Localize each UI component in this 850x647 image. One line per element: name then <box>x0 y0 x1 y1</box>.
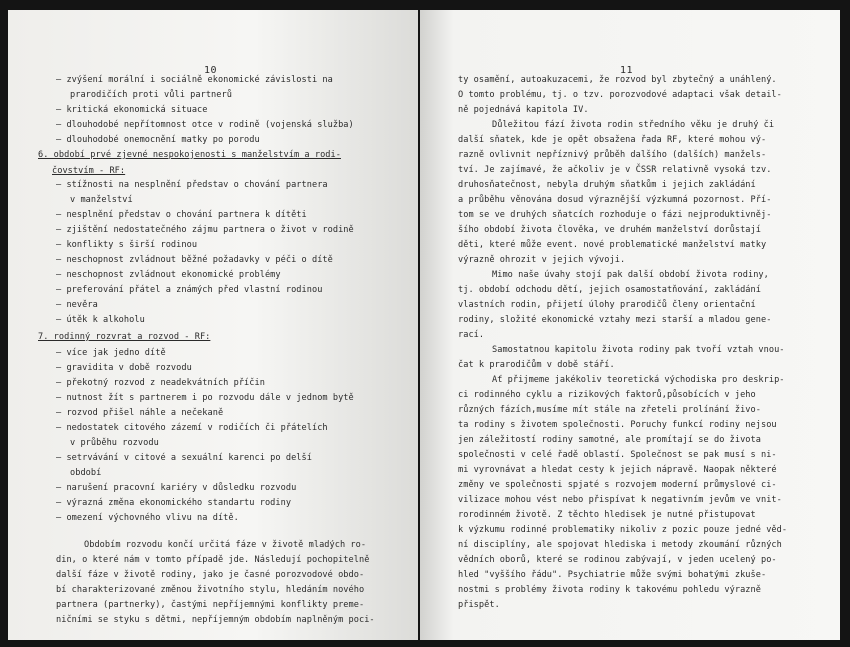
right-page <box>420 10 840 640</box>
text-line: rací. <box>458 330 485 340</box>
text-line: další fáze v životě rodiny, jako je časné porozvodové obdo- <box>56 570 365 580</box>
text-line: razně ovlivnit nepříznivý průběh dalšího (dalších) manžels- <box>458 150 767 160</box>
text-line: – omezení výchovného vlivu na dítě. <box>56 513 239 523</box>
text-line: partnera (partnerky), častými nepříjemnými konflikty preme- <box>56 600 365 610</box>
text-line: vilizace mohou vést nebo přispívat k negativním jevům ve vnit- <box>458 495 782 505</box>
text-line: změny ve společnosti spjaté s rozvojem moderní průmyslové ci- <box>458 480 777 490</box>
text-line: 6. období prvé zjevné nespokojenosti s manželstvím a rodi- <box>38 150 341 160</box>
text-line: ty osamění, autoakuzacemi, že rozvod byl zbytečný a unáhlený. <box>458 75 777 85</box>
text-line: – dlouhodobé onemocnění matky po porodu <box>56 135 260 145</box>
text-line: bí charakterizované změnou životního stylu, hledáním nového <box>56 585 365 595</box>
text-line: hled "vyššího řádu". Psychiatrie může svými bohatými zkuše- <box>458 570 767 580</box>
text-line: Důležitou fází života rodin středního věku je druhý či <box>492 120 775 130</box>
text-line: – narušení pracovní kariéry v důsledku rozvodu <box>56 483 297 493</box>
text-line: ta rodiny s životem společnosti. Poruchy funkcí rodiny nejsou <box>458 420 777 430</box>
text-line: – neschopnost zvládnout ekonomické problémy <box>56 270 281 280</box>
left-page <box>8 10 418 640</box>
text-line: prarodičích proti vůli partnerů <box>70 90 232 100</box>
text-line: Ať přijmeme jakékoliv teoretická východiska pro deskrip- <box>492 375 785 385</box>
text-line: – nutnost žít s partnerem i po rozvodu dále v jednom bytě <box>56 393 354 403</box>
text-line: čat k prarodičům v době stáří. <box>458 360 615 370</box>
text-line: výrazně ohrozit v jejich vývoji. <box>458 255 626 265</box>
text-line: čovstvím - RF: <box>52 166 126 176</box>
text-line: v průběhu rozvodu <box>70 438 159 448</box>
text-line: – stížnosti na nesplnění představ o chování partnera <box>56 180 328 190</box>
text-line: ničními se styku s dětmi, nepříjemným obdobím naplněným poci- <box>56 615 375 625</box>
text-line: – překotný rozvod z neadekvátních příčin <box>56 378 265 388</box>
text-line: tj. období odchodu dětí, jejich osamostatňování, zakládání <box>458 285 761 295</box>
text-line: v manželství <box>70 195 133 205</box>
text-line: – dlouhodobé nepřítomnost otce v rodině (vojenská služba) <box>56 120 354 130</box>
text-line: rorodinném životě. Z těchto hledisek je nutné přistupovat <box>458 510 756 520</box>
text-line: a průběhu věnována dosud výraznější výzkumná pozornost. Pří- <box>458 195 772 205</box>
text-line: – nedostatek citového zázemí v rodičích či přátelích <box>56 423 328 433</box>
text-line: ci rodinného cyklu a rizikových faktorů,působících v jeho <box>458 390 756 400</box>
text-line: vědních oborů, které se rodinou zabývají, v jeden ucelený po- <box>458 555 777 565</box>
text-line: další sňatek, kde je opět obsažena řada RF, které mohou vý- <box>458 135 767 145</box>
text-line: 7. rodinný rozvrat a rozvod - RF: <box>38 332 211 342</box>
text-line: ní disciplíny, ale spojovat hlediska i metody zkoumání různých <box>458 540 782 550</box>
text-line: druhosňatečnost, nebyla druhým sňatkům i jejich zakládání <box>458 180 756 190</box>
text-line: Mimo naše úvahy stojí pak další období života rodiny, <box>492 270 769 280</box>
text-line: rodiny, složité ekonomické vztahy mezi starší a mladou gene- <box>458 315 772 325</box>
text-line: tom se ve druhých sňatcích rozhoduje o fázi nejproduktivněj- <box>458 210 772 220</box>
text-line: tví. Je zajímavé, že ačkoliv je v ČSSR relativně vysoká tzv. <box>458 165 772 175</box>
text-line: vlastních rodin, přijetí úlohy prarodičů členy orientační <box>458 300 756 310</box>
text-line: – zvýšení morální i sociálně ekonomické závislosti na <box>56 75 333 85</box>
text-line: – útěk k alkoholu <box>56 315 145 325</box>
text-line: k výzkumu rodinné problematiky nikoliv z pozic pouze jedné věd- <box>458 525 788 535</box>
text-line: přispět. <box>458 600 500 610</box>
text-line: – setrvávání v citové a sexuální karenci po delší <box>56 453 312 463</box>
text-line: – nesplnění představ o chování partnera k dítěti <box>56 210 307 220</box>
text-line: – konflikty s širší rodinou <box>56 240 198 250</box>
text-line: různých fázích,musíme mít stále na zřeteli prolínání živo- <box>458 405 761 415</box>
text-line: Obdobím rozvodu končí určitá fáze v životě mladých ro- <box>84 540 367 550</box>
page-number: 10 <box>204 65 218 76</box>
text-line: nostmi s problémy života rodiny k takovému pohledu výrazně <box>458 585 761 595</box>
text-line: šího období života člověka, ve druhém manželství dorůstají <box>458 225 761 235</box>
text-line: Samostatnou kapitolu života rodiny pak tvoří vztah vnou- <box>492 345 785 355</box>
text-line: děti, které může event. nové problematické manželství matky <box>458 240 767 250</box>
text-line: – více jak jedno dítě <box>56 348 166 358</box>
text-line: – výrazná změna ekonomického standartu rodiny <box>56 498 292 508</box>
text-line: společnosti v celé řadě oblastí. Společnost se pak musí s ni- <box>458 450 777 460</box>
text-line: jen záležitostí rodiny samotné, ale promítají se do života <box>458 435 761 445</box>
text-line: období <box>70 468 102 478</box>
text-line: – zjištění nedostatečného zájmu partnera o život v rodině <box>56 225 354 235</box>
text-line: – kritická ekonomická situace <box>56 105 208 115</box>
text-line: O tomto problému, tj. o tzv. porozvodové adaptaci však detail- <box>458 90 782 100</box>
text-line: – neschopnost zvládnout běžné požadavky v péči o dítě <box>56 255 333 265</box>
text-line: mi vyrovnávat a hledat cesty k jejich nápravě. Naopak některé <box>458 465 777 475</box>
text-line: din, o které nám v tomto případě jde. Následují pochopitelně <box>56 555 370 565</box>
text-line: ně pojednává kapitola IV. <box>458 105 589 115</box>
page-number: 11 <box>620 65 634 76</box>
text-line: – gravidita v době rozvodu <box>56 363 192 373</box>
text-line: – nevěra <box>56 300 98 310</box>
text-line: – preferování přátel a známých před vlastní rodinou <box>56 285 323 295</box>
text-line: – rozvod přišel náhle a nečekaně <box>56 408 224 418</box>
